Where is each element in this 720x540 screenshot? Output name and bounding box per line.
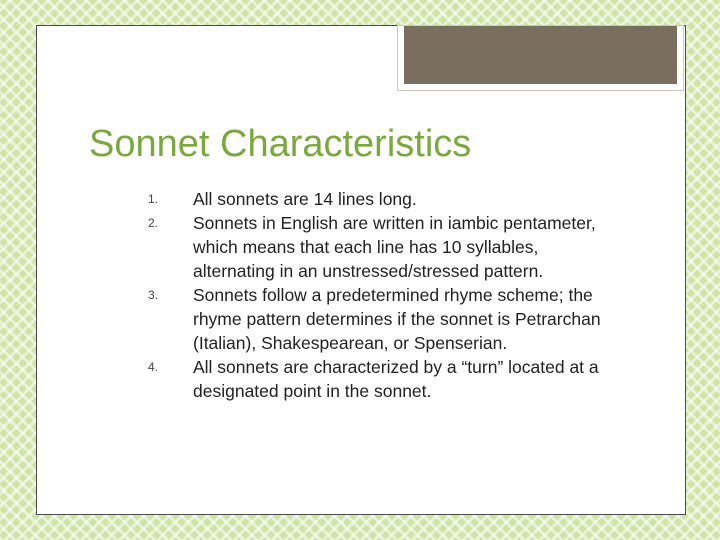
list-item-text: Sonnets in English are written in iambic pentameter, which means that each line has 10 syllables, alternating in an unstressed/stressed pattern. (193, 213, 596, 281)
list-item-text: All sonnets are characterized by a “turn” located at a designated point in the sonnet. (193, 357, 599, 401)
list-item-number: 4. (148, 360, 159, 374)
list-item (148, 187, 618, 211)
slide-title: Sonnet Characteristics (89, 123, 472, 165)
list-item (148, 283, 618, 355)
list-item-number: 3. (148, 288, 159, 302)
list-item-text: All sonnets are 14 lines long. (193, 189, 417, 209)
list-item-text: Sonnets follow a predetermined rhyme scheme; the rhyme pattern determines if the sonnet is Petrarchan (Italian), Shakespearean, or Spenserian. (193, 285, 601, 353)
list-item-number: 1. (148, 192, 159, 206)
header-accent-block (398, 26, 683, 90)
list-item-number: 2. (148, 216, 159, 230)
characteristics-list (148, 187, 618, 403)
list-item (148, 211, 618, 283)
list-item (148, 355, 618, 403)
